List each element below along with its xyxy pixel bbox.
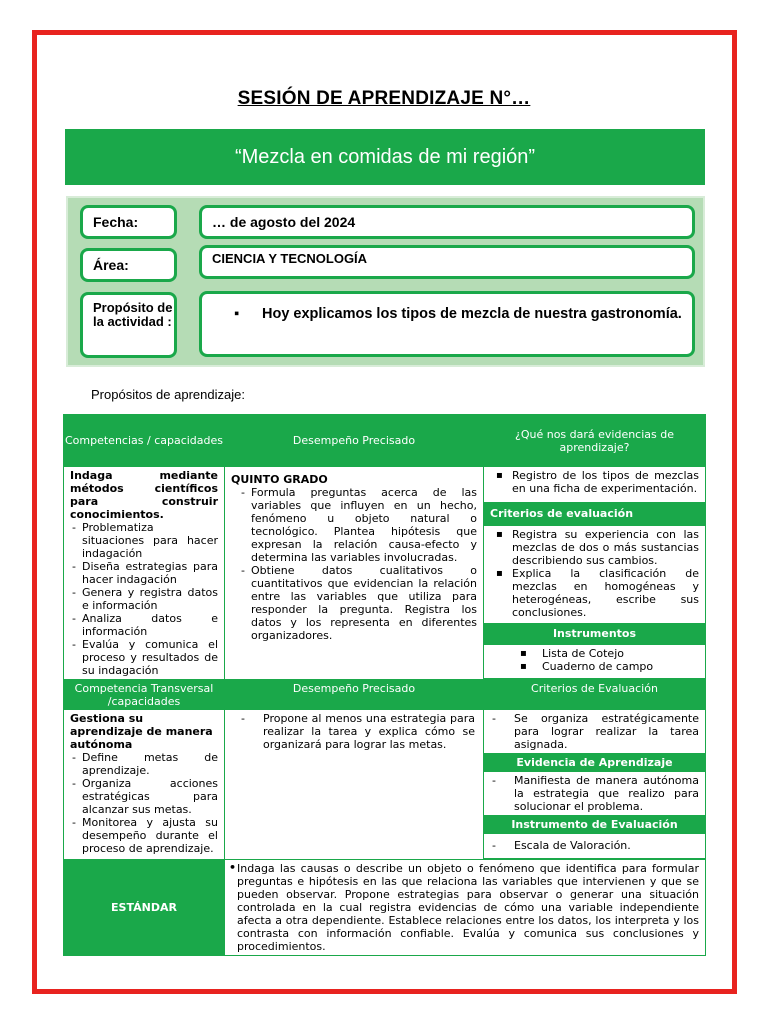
area-label: Área: [80,248,177,282]
info-box [66,196,705,367]
list-item: - Monitorea y ajusta su desempeño durante el proceso de aprendizaje. [70,816,218,855]
transversal-criterio-cell [484,710,706,754]
evidencia-header: Evidencia de Aprendizaje [484,754,706,772]
transversal-title: Gestiona su aprendizaje de manera autónoma [70,712,213,751]
desempenos-list [231,486,477,642]
desempeno-cell [225,467,484,680]
transversal-instrumento-cell [484,834,706,859]
list-item: ▪ Lista de Cotejo [490,647,699,660]
competencias-cell [64,467,225,680]
list-item: - Se organiza estratégicamente para lograr realizar la tarea asignada. [490,712,699,751]
proposito-value-box [199,291,695,357]
list-item: ▪ Cuaderno de campo [490,660,699,673]
list-item: - Evalúa y comunica el proceso y resultados de su indagación [70,638,218,677]
header-evidencias: ¿Qué nos dará evidencias de aprendizaje? [484,415,706,467]
criterios-header: Criterios de evaluación [484,503,706,526]
list-item: ▪ Registra su experiencia con las mezclas de dos o más sustancias describiendo sus cambios. [490,528,699,567]
area-value: CIENCIA Y TECNOLOGÍA [199,245,695,279]
criterios-cell [484,525,706,624]
competencia-title: Indaga mediante métodos científicos para construir conocimientos. [70,469,218,521]
evidencias-list [490,469,699,495]
transversal-instrumento-list [490,839,699,852]
list-item: - Manifiesta de manera autónoma la estrategia que realizo para solucionar el problema. [490,774,699,813]
evidencias-cell [484,467,706,503]
transversal-competencia-cell [64,710,225,860]
instrumentos-cell [484,645,706,679]
learning-purposes-label: Propósitos de aprendizaje: [91,387,245,402]
transversal-capacidades-list [70,751,218,855]
estandar-cell [225,860,706,956]
capacidades-list [70,521,218,677]
learning-table [63,414,706,956]
fecha-value: … de agosto del 2024 [199,205,695,239]
proposito-value: Hoy explicamos los tipos de mezcla de nuestra gastronomía. [262,306,682,322]
criterios-list [490,528,699,619]
transversal-evidencia-list [490,774,699,813]
grade-label: QUINTO GRADO [231,473,328,486]
list-item: - Formula preguntas acerca de las variables que influyen en un hecho, fenómeno u objeto natural o tecnológico. Plantea hipótesis que expresan la relación causa-efecto y determina las variables involucradas. [239,486,477,564]
fecha-label: Fecha: [80,205,177,239]
list-item: - Propone al menos una estrategia para realizar la tarea y explica cómo se organizará para lograr las metas. [239,712,475,751]
list-item: - Escala de Valoración. [490,839,699,852]
list-item: - Diseña estrategias para hacer indagación [70,560,218,586]
list-item: ▪ Explica la clasificación de mezclas en homogéneas y heterogéneas, escribe sus conclusiones. [490,567,699,619]
instrumentos-list [490,647,699,673]
estandar-list [229,862,699,953]
bullet-icon: ▪ [234,306,240,322]
list-item: ▪ Registro de los tipos de mezclas en una ficha de experimentación. [490,469,699,495]
transversal-criterio-list [490,712,699,751]
header-desempeno: Desempeño Precisado [225,415,484,467]
list-item: - Analiza datos e información [70,612,218,638]
transversal-evidencia-cell [484,772,706,816]
activity-title-banner [65,129,705,185]
activity-title: “Mezcla en comidas de mi región” [234,145,536,168]
proposito-label: Propósito de la actividad : [80,292,177,358]
transversal-header-criterios: Criterios de Evaluación [484,680,706,710]
transversal-desempeno-list [239,712,475,751]
estandar-label: ESTÁNDAR [64,860,225,956]
instrumento-eval-header: Instrumento de Evaluación [484,816,706,834]
list-item: - Organiza acciones estratégicas para alcanzar sus metas. [70,777,218,816]
list-item: - Define metas de aprendizaje. [70,751,218,777]
transversal-header-competencia: Competencia Transversal /capacidades [64,680,225,710]
list-item: • Indaga las causas o describe un objeto o fenómeno que identifica para formular preguntas e hipótesis en las que relaciona las variables que intervienen y que se pueden observar. Propone estrategias para observar o generar una situación controlada en la cual registra evidencias de cómo una variable independiente afecta a otra dependiente. Establece relaciones entre los datos, los interpreta y los contrasta con información confiable. Evalúa y comunica sus conclusiones y procedimientos. [229,862,699,953]
header-competencias: Competencias / capacidades [64,415,225,467]
instrumentos-header: Instrumentos [484,624,706,645]
session-title: SESIÓN DE APRENDIZAJE N°… [237,88,531,109]
transversal-header-desempeno: Desempeño Precisado [225,680,484,710]
list-item: - Obtiene datos cualitativos o cuantitativos que evidencian la relación entre las variables que utiliza para responder la pregunta. Registra los datos y los representa en diferentes organizadores. [239,564,477,642]
list-item: - Genera y registra datos e información [70,586,218,612]
list-item: - Problematiza situaciones para hacer indagación [70,521,218,560]
transversal-desempeno-cell [225,710,484,860]
